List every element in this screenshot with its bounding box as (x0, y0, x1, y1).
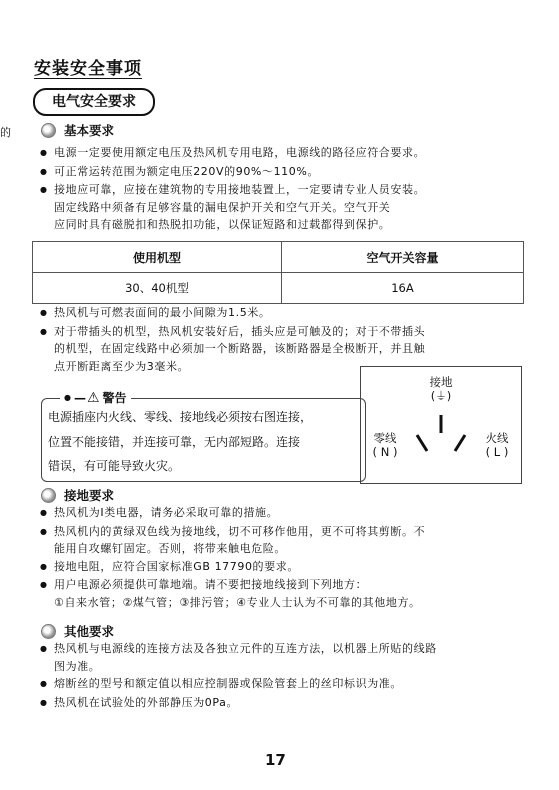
socket-diagram (360, 366, 522, 484)
live-label: 火线 ( L ) (485, 431, 509, 459)
table-row: 30、40机型 16A (33, 273, 524, 304)
bullet-disc-icon (41, 624, 56, 639)
section-subtitle: 电气安全要求 (33, 88, 155, 116)
list-item: ● 热风机为Ⅰ类电器，请务必采取可靠的措施。 (40, 504, 545, 523)
ground-label: 接地 (⏚) (429, 375, 453, 403)
bullet-icon: ● (64, 393, 71, 402)
list-item: ● 可正常运转范围为额定电压220V的90%～110%。 (40, 163, 545, 182)
list-item: ● 热风机与可燃表面间的最小间隙为1.5米。 (40, 304, 545, 323)
list-item: ● 热风机与电源线的连接方法及各独立元件的互连方法，以机器上所贴的线路 图为准。 (40, 640, 545, 675)
table-header-capacity: 空气开关容量 (282, 242, 524, 273)
list-item: ● 电源一定要使用额定电压及热风机专用电路，电源线的路径应符合要求。 (40, 144, 545, 163)
warning-text: 电源插座内火线、零线、接地线必须按右图连接， 位置不能接错，并连接可靠，无内部短路。连接 错误，有可能导致火灾。 (48, 410, 313, 473)
list-item: ● 接地电阻，应符合国家标准GB 17790的要求。 (40, 558, 545, 577)
clearance-list (40, 304, 545, 375)
basic-heading-text: 基本要求 (64, 123, 115, 138)
warning-triangle-icon: ⚠ (86, 389, 100, 406)
list-item: ● 接地应可靠，应接在建筑物的专用接地装置上，一定要请专业人员安装。 固定线路中须备有足够容量的漏电保护开关和空气开关。空气开关 应同时具有磁脱扣和热脱扣功能，以保证短路和过载都得到保护。 (40, 181, 545, 234)
basic-heading (41, 121, 114, 139)
bullet-disc-icon (41, 123, 56, 138)
page-number: 17 (265, 751, 286, 769)
capacity-table (32, 241, 524, 304)
list-item: ● 对于带插头的机型，热风机安装好后，插头应是可触及的；对于不带插头 的机型，在固定线路中必须加一个断路器，该断路器是全极断开，并且触 点开断距离至少为3毫米。 (40, 323, 545, 376)
neutral-label: 零线 ( N ) (372, 431, 398, 459)
table-header-model: 使用机型 (33, 242, 282, 273)
other-heading: 其他要求 (41, 622, 114, 640)
warning-label: ● — ⚠ 警告 (60, 389, 131, 406)
list-item: ● 用户电源必须提供可靠地端。请不要把接地线接到下列地方： ①自来水管；②煤气管；③排污管；④专业人士认为不可靠的其他地方。 (40, 576, 545, 611)
list-item: ● 熔断丝的型号和额定值以相应控制器或保险管套上的丝印标识为准。 (40, 675, 545, 694)
socket-pins-icon (401, 411, 481, 461)
page-title: 安装安全事项 (34, 59, 142, 79)
left-edge-text: 的 (0, 126, 11, 139)
grounding-heading: 接地要求 (41, 486, 114, 504)
grounding-list (40, 504, 545, 611)
other-list (40, 640, 545, 712)
basic-list (40, 144, 545, 234)
list-item: ● 热风机在试验处的外部静压为0Pa。 (40, 694, 545, 713)
bullet-disc-icon (41, 488, 56, 503)
list-item: ● 热风机内的黄绿双色线为接地线，切不可移作他用，更不可将其剪断。不 能用自攻螺钉固定。否则，将带来触电危险。 (40, 523, 545, 558)
